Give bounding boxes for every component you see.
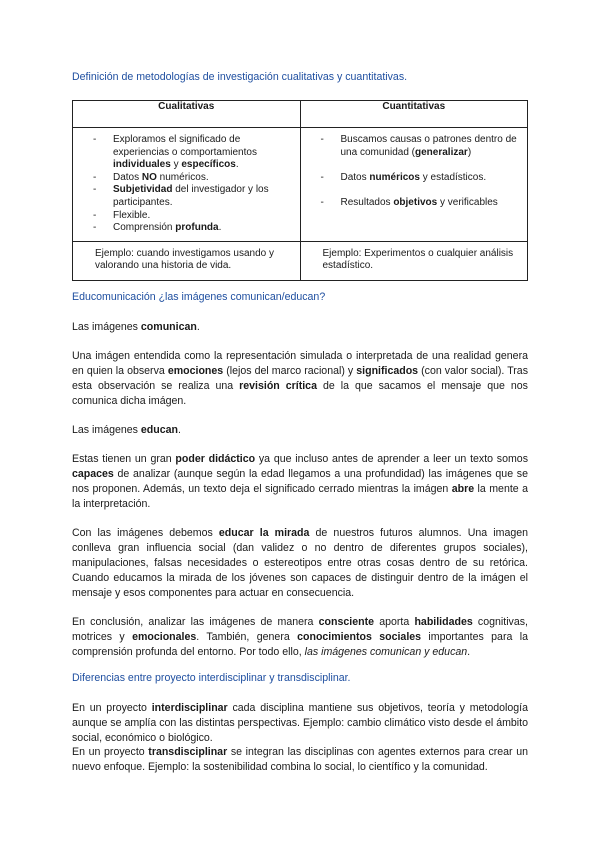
text-run: Resultados — [340, 196, 394, 208]
text-run: del investigador y los participantes. — [113, 184, 269, 208]
list-item — [73, 184, 292, 209]
bold-text: interdisciplinar — [151, 702, 228, 714]
header-qualitative: Cualitativas — [73, 101, 301, 128]
text-run: importantes para la comprensión profunda del entorno. Por todo ello, — [72, 631, 528, 658]
bold-text: generalizar — [415, 146, 468, 158]
bold-text: abre — [451, 483, 475, 495]
text-run: En un proyecto — [72, 702, 152, 714]
paragraph-didactic-power — [72, 452, 528, 512]
bold-text: significados — [356, 365, 419, 377]
section-heading-methodologies: Definición de metodologías de investigación cualitativas y cuantitativas. — [72, 71, 408, 83]
list-item — [73, 210, 292, 223]
text-run: Datos — [340, 171, 370, 183]
text-run: y estadísticos. — [419, 171, 487, 183]
text-run: . — [467, 646, 471, 658]
text-run: Exploramos el significado de experiencias o comportamientos — [113, 134, 257, 158]
bold-text: emocionales — [132, 631, 197, 643]
italic-text: las imágenes comunican y educan — [304, 646, 468, 658]
section-heading-educommunication: Educomunicación ¿las imágenes comunican/educan? — [72, 291, 326, 303]
table-row-examples — [73, 241, 528, 280]
list-item — [301, 197, 520, 210]
text-run: Una imágen entendida como la representación simulada o interpretada de una realidad genera en quien la observa — [72, 350, 528, 377]
text-run: se integran las disciplinas con agentes externos para crear un nuevo enfoque. Ejemplo: la sostenibilidad combina lo social, lo científico y la comunidad. — [72, 746, 528, 773]
quantitative-characteristics-cell — [300, 128, 528, 242]
list-item — [73, 134, 292, 172]
text-run: . — [178, 424, 181, 436]
section-heading-project-differences: Diferencias entre proyecto interdisciplinar y transdisciplinar. — [72, 672, 351, 684]
text-run: numéricos. — [156, 171, 209, 183]
text-run: Las imágenes — [72, 321, 141, 333]
text-run: cada disciplina mantiene sus objetivos, teoría y metodología aunque se amplía con las distintas perspectivas. Ejemplo: cambio climático visto desde el ámbito social, económico o biológico. — [72, 702, 529, 744]
bold-text: transdisciplinar — [148, 746, 228, 758]
methodology-comparison-table — [72, 100, 528, 281]
text-run: En conclusión, analizar las imágenes de manera — [72, 616, 319, 628]
text-run: En un proyecto — [72, 746, 149, 758]
text-run: ) — [467, 146, 472, 158]
text-run: . — [218, 222, 222, 234]
qualitative-example: Ejemplo: cuando investigamos usando y valorando una historia de vida. — [73, 241, 301, 280]
text-run: Comprensión — [113, 222, 176, 234]
text-run: Estas tienen un gran — [72, 453, 176, 465]
paragraph-image-definition — [72, 349, 528, 409]
quantitative-example: Ejemplo: Experimentos o cualquier análisis estadístico. — [300, 241, 528, 280]
text-run: y — [170, 159, 182, 171]
text-run: ya que incluso antes de aprender a leer un texto somos — [255, 453, 528, 465]
text-run: . — [196, 321, 200, 333]
paragraph-educate-gaze — [72, 526, 528, 601]
bold-text: conocimientos sociales — [297, 631, 422, 643]
bold-text: habilidades — [414, 616, 473, 628]
bold-text: individuales — [113, 159, 171, 171]
header-quantitative: Cuantitativas — [300, 101, 528, 128]
list-item — [301, 134, 520, 159]
qualitative-characteristics-cell — [73, 128, 301, 242]
bold-text: revisión crítica — [239, 380, 317, 392]
bold-text: profunda — [175, 222, 219, 234]
text-run: la mente a la interpretación. — [72, 483, 528, 510]
text-run: de analizar (aunque según la edad llegamos a una profundidad) las imágenes que se nos proponen. Además, un texto deja el significado cerrado mientras la imágen — [72, 468, 528, 495]
bold-text: NO — [141, 171, 157, 183]
paragraph-conclusion — [72, 615, 528, 660]
bold-text: Subjetividad — [113, 184, 173, 196]
text-run: cognitivas, motrices y — [72, 616, 528, 643]
text-run: Datos — [113, 171, 142, 183]
paragraph-transdisciplinary — [72, 745, 528, 775]
paragraph-images-communicate — [72, 320, 528, 335]
text-run: Con las imágenes debemos — [72, 527, 219, 539]
bold-text: emociones — [167, 365, 224, 377]
list-item — [73, 222, 292, 235]
list-item — [301, 172, 520, 185]
bold-text: educan — [140, 424, 178, 436]
text-run: Las imágenes — [72, 424, 141, 436]
text-run: Flexible. — [113, 209, 151, 221]
table-header-row — [73, 101, 528, 128]
text-run: aporta — [374, 616, 415, 628]
bold-text: objetivos — [393, 196, 438, 208]
bold-text: consciente — [318, 616, 374, 628]
text-run: . — [235, 159, 239, 171]
qualitative-list — [73, 134, 292, 235]
text-run: de nuestros futuros alumnos. Una imagen conlleva gran influencia social (dan validez o no dentro de diferentes grupos sociales), manipulaciones, falsas necesidades o estereotipos entre otras cosas dentro de su retórica. Cuando educamos la mirada de los jóvenes son capaces de distinguir dentro de la imágen el mensaje y esos componentes para actuar en consecuencia. — [72, 527, 529, 599]
bold-text: numéricos — [369, 171, 420, 183]
text-run: de la que sacamos el mensaje que nos comunica dicha imágen. — [72, 380, 528, 407]
list-item — [73, 172, 292, 185]
table-row-characteristics — [73, 128, 528, 242]
text-run: Buscamos causas o patrones dentro de una comunidad ( — [340, 134, 517, 158]
quantitative-list — [301, 134, 520, 210]
text-run: (lejos del marco racional) y — [223, 365, 357, 377]
bold-text: educar la mirada — [218, 527, 310, 539]
bold-text: poder didáctico — [175, 453, 256, 465]
bold-text: específicos — [181, 159, 236, 171]
bold-text: capaces — [72, 468, 114, 480]
bold-text: comunican — [140, 321, 197, 333]
text-run: (con valor social). Tras esta observación se realiza una — [72, 365, 528, 392]
text-run: . También, genera — [196, 631, 298, 643]
paragraph-interdisciplinary — [72, 701, 528, 746]
paragraph-images-educate — [72, 423, 528, 438]
text-run: y verificables — [437, 196, 498, 208]
